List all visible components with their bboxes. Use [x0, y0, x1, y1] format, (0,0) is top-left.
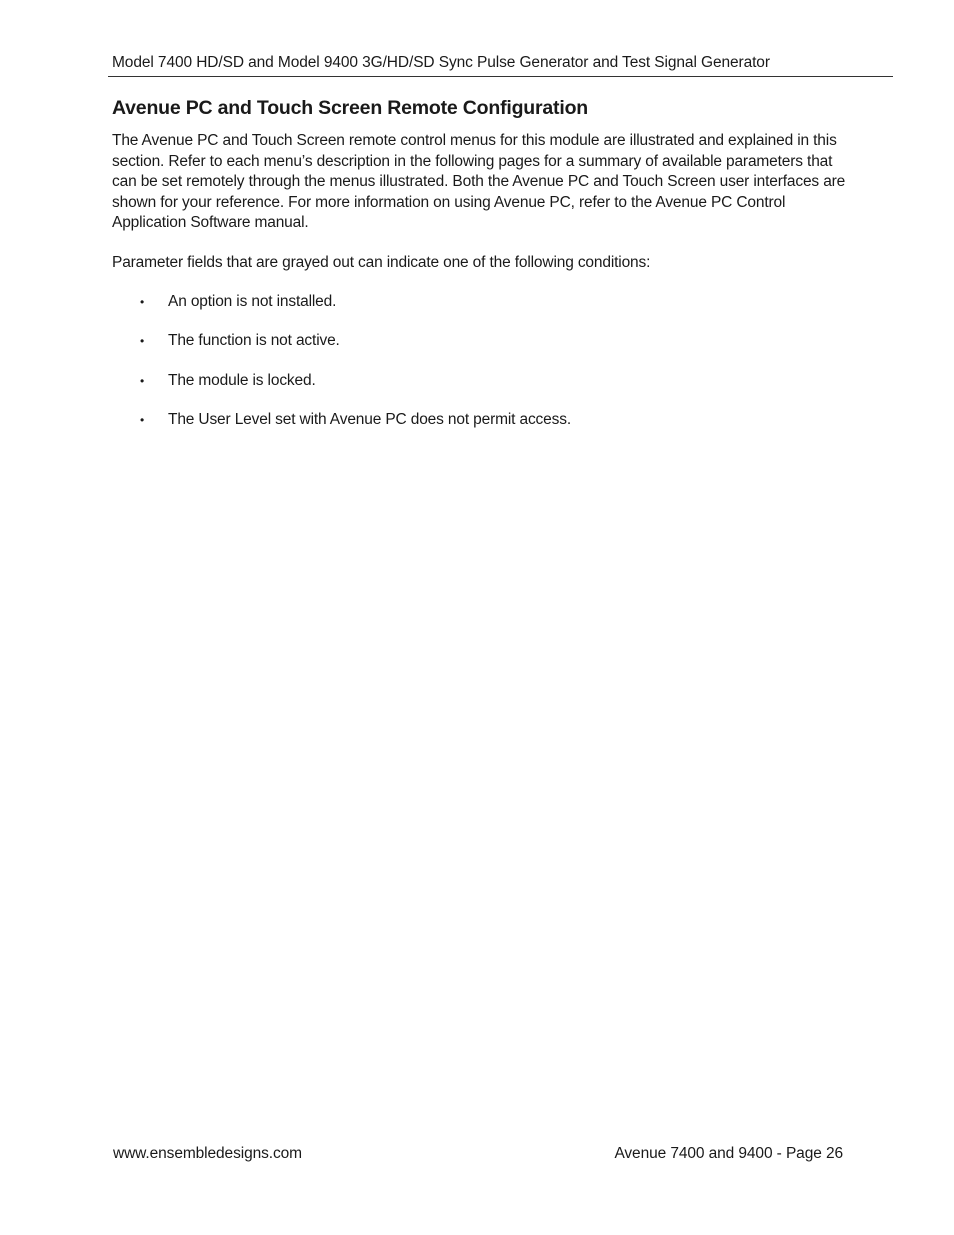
footer-website: www.ensembledesigns.com [113, 1145, 302, 1162]
list-item [112, 371, 571, 391]
list-item-text: The User Level set with Avenue PC does not permit access. [168, 410, 571, 428]
intro-paragraph: The Avenue PC and Touch Screen remote control menus for this module are illustrated and explained in this section. Refer to each menu’s description in the following pages for a summary of available parameters that can be set remotely through the menus illustrated. Both the Avenue PC and Touch Screen user interfaces are shown for your reference. For more information on using Avenue PC, refer to the Avenue PC Control Application Software manual. [112, 132, 846, 231]
conditions-list [112, 292, 571, 449]
bullet-icon: • [140, 334, 145, 349]
bullet-icon: • [140, 412, 145, 427]
bullet-icon: • [140, 295, 145, 309]
list-item-text: The function is not active. [168, 332, 340, 350]
list-item-text: The module is locked. [168, 371, 316, 389]
bullet-icon: • [140, 373, 145, 388]
list-item [112, 410, 571, 430]
conditions-lead-paragraph: Parameter fields that are grayed out can indicate one of the following conditions: [112, 254, 651, 271]
list-item [112, 292, 571, 312]
section-title: Avenue PC and Touch Screen Remote Configuration [112, 97, 588, 119]
list-item-text: An option is not installed. [168, 293, 337, 310]
running-header: Model 7400 HD/SD and Model 9400 3G/HD/SD Sync Pulse Generator and Test Signal Generator [112, 54, 770, 71]
footer-page-number: Avenue 7400 and 9400 - Page 26 [614, 1145, 843, 1162]
list-item [112, 331, 571, 351]
header-divider [108, 76, 893, 77]
